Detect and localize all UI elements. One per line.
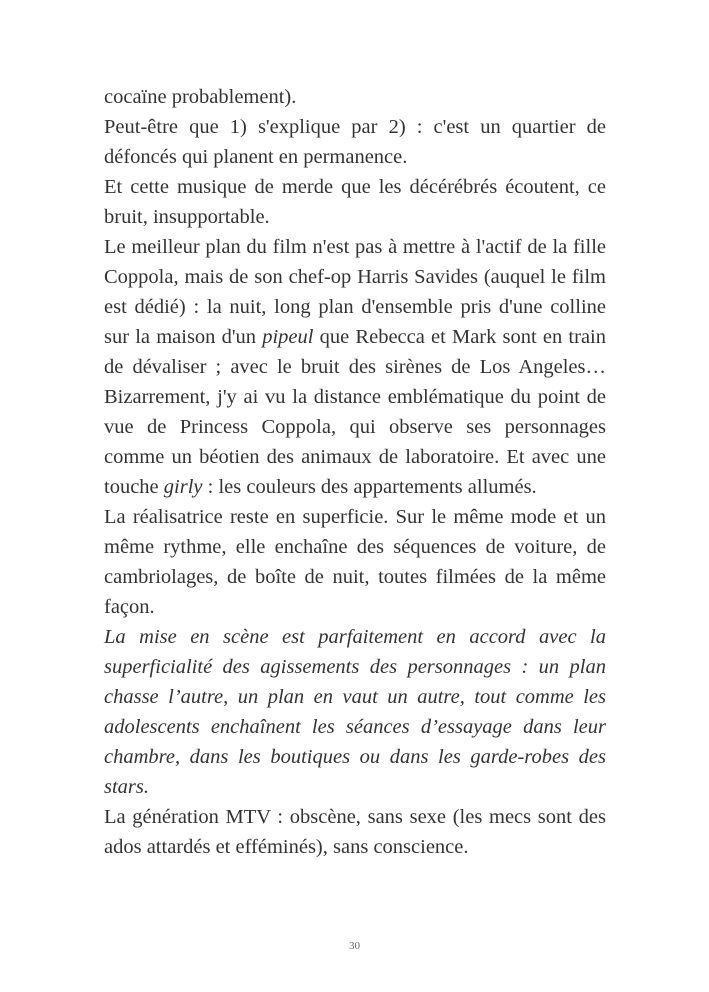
paragraph-4-emphasis-girly: girly: [163, 476, 203, 498]
paragraph-6-italic: La mise en scène est parfaitement en accord avec la superficialité des agissements des personnages : un plan chasse l’autre, un plan en vaut un autre, tout comme les adolescents enchaînent les séances d’essayage dans leur chambre, dans les boutiques ou dans les garde-robes des stars.: [104, 626, 606, 798]
paragraph-4-text-a: Le meilleur plan du film n'est pas à mettre à l'actif de la fille Coppola, mais de son chef-op Harris Savides (auquel le film est dédié) : la nuit, long plan d'ensemble pris d'une colline sur la maison d'un: [104, 236, 606, 348]
paragraph-5: La réalisatrice reste en superficie. Sur le même mode et un même rythme, elle enchaîne des séquences de voiture, de cambriolages, de boîte de nuit, toutes filmées de la même façon.: [104, 506, 606, 618]
page-body: [104, 82, 606, 862]
paragraph-2: Peut-être que 1) s'explique par 2) : c'est un quartier de défoncés qui planent en permanence.: [104, 116, 606, 168]
paragraph-4-text-c: : les couleurs des appartements allumés.: [202, 476, 537, 498]
paragraph-4: [104, 232, 606, 502]
paragraph-7: La génération MTV : obscène, sans sexe (les mecs sont des ados attardés et efféminés), sans conscience.: [104, 806, 606, 858]
paragraph-1: cocaïne probablement).: [104, 86, 297, 108]
page-number: 30: [349, 940, 360, 952]
paragraph-4-text-b: que Rebecca et Mark sont en train de dévaliser ; avec le bruit des sirènes de Los Angeles… Bizarrement, j'y ai vu la distance emblématique du point de vue de Princess Coppola, qui observe ses personnages comme un béotien des animaux de laboratoire. Et avec une touche: [104, 326, 606, 498]
paragraph-4-emphasis-pipeul: pipeul: [262, 326, 314, 348]
paragraph-3: Et cette musique de merde que les décérébrés écoutent, ce bruit, insupportable.: [104, 176, 606, 228]
